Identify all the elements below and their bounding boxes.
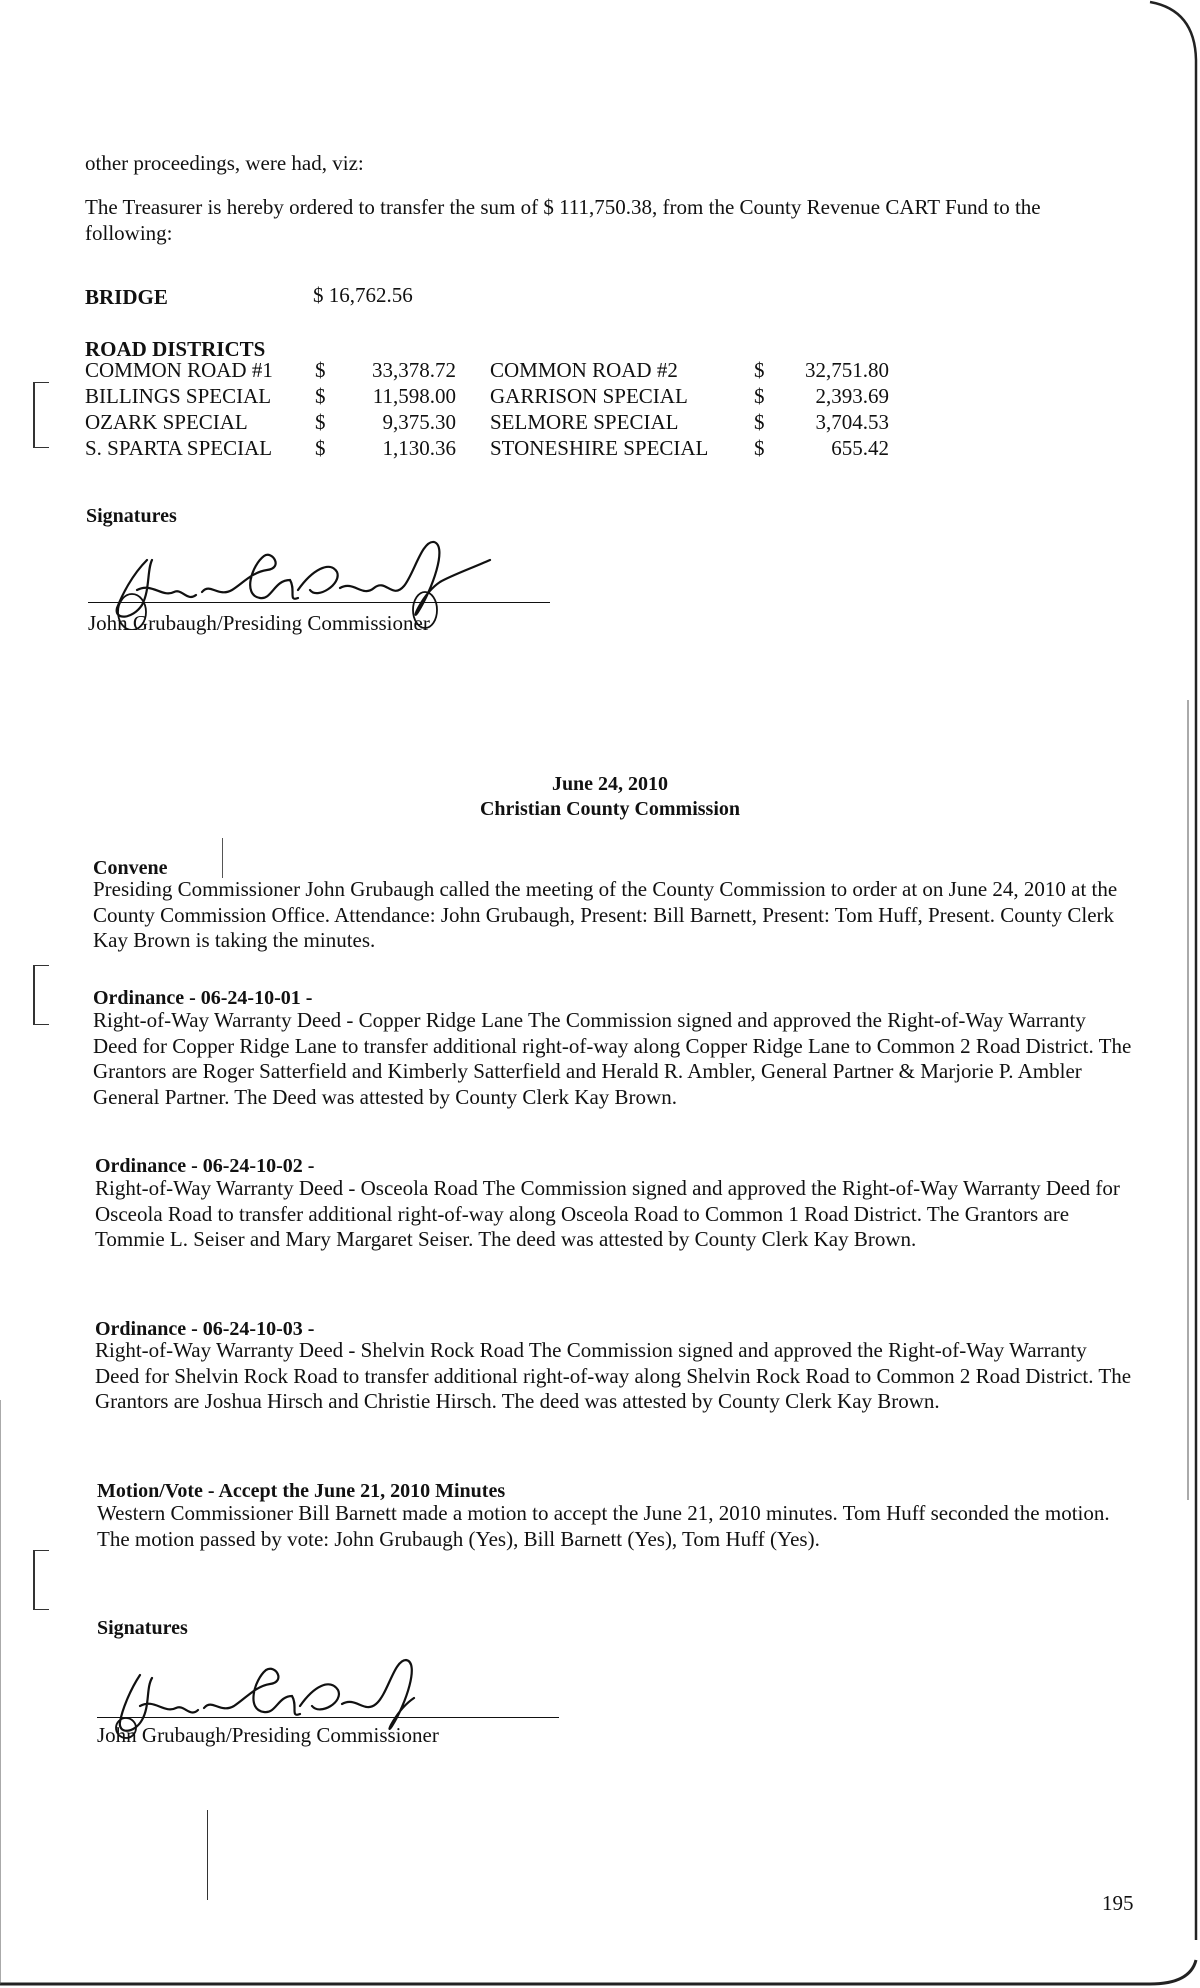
dollar-sign: $ — [754, 384, 765, 408]
road-district-amount: 32,751.80 — [805, 358, 889, 382]
table-row — [85, 357, 889, 383]
margin-bracket — [33, 965, 49, 1025]
dollar-sign: $ — [754, 436, 765, 460]
intro-line: other proceedings, were had, viz: — [85, 151, 364, 175]
table-row — [85, 383, 889, 409]
road-district-amount: 2,393.69 — [815, 384, 889, 408]
road-district-amount: 1,130.36 — [382, 436, 456, 460]
road-district-name: STONESHIRE SPECIAL — [490, 436, 709, 460]
road-district-amount: 655.42 — [831, 436, 889, 460]
bridge-amount: $ 16,762.56 — [313, 283, 413, 307]
dollar-sign: $ — [754, 410, 765, 434]
road-district-name: S. SPARTA SPECIAL — [85, 436, 273, 460]
table-row — [85, 435, 889, 461]
meeting-body: Christian County Commission — [479, 798, 741, 820]
road-district-name: GARRISON SPECIAL — [490, 384, 688, 408]
signatures-heading: Signatures — [97, 1617, 188, 1639]
scan-mark — [222, 838, 223, 878]
ordinance-text: Right-of-Way Warranty Deed - Shelvin Rock Road The Commission signed and approved the Right-of-Way Warranty Deed for Shelvin Rock Road to transfer additional right-of-way along Shelvin Rock Road to Common 2 Road District. The Grantors are Joshua Hirsch and Christie Hirsch. The deed was attested by County Clerk Kay Brown. — [95, 1338, 1132, 1414]
ordinance-heading: Ordinance - 06-24-10-02 - — [95, 1155, 315, 1177]
signature-line — [97, 1717, 559, 1718]
motion-text: Western Commissioner Bill Barnett made a motion to accept the June 21, 2010 minutes. Tom Huff seconded the motion. The motion passed by vote: John Grubaugh (Yes), Bill Barnett (Yes), Tom Huff (Yes). — [97, 1501, 1110, 1551]
ordinance-text: Right-of-Way Warranty Deed - Osceola Road The Commission signed and approved the Right-of-Way Warranty Deed for Osceola Road to transfer additional right-of-way along Osceola Road to Common 1 Road District. The Grantors are Tommie L. Seiser and Mary Margaret Seiser. The deed was attested by County Clerk Kay Brown. — [95, 1176, 1120, 1252]
dollar-sign: $ — [315, 436, 326, 460]
dollar-sign: $ — [315, 410, 326, 434]
dollar-sign: $ — [315, 358, 326, 382]
signatures-heading: Signatures — [86, 505, 177, 527]
road-district-amount: 11,598.00 — [372, 384, 456, 408]
bridge-label: BRIDGE — [85, 285, 168, 309]
transfer-text: The Treasurer is hereby ordered to transfer the sum of $ 111,750.38, from the County Revenue CART Fund to the following: — [85, 195, 1041, 245]
road-district-name: SELMORE SPECIAL — [490, 410, 679, 434]
dollar-sign: $ — [315, 384, 326, 408]
road-district-name: BILLINGS SPECIAL — [85, 384, 272, 408]
road-districts-heading: ROAD DISTRICTS — [85, 337, 266, 361]
margin-bracket — [33, 382, 49, 448]
page-number: 195 — [1102, 1891, 1134, 1915]
signature-line — [88, 602, 550, 603]
road-district-name: COMMON ROAD #2 — [490, 358, 678, 382]
table-row — [85, 409, 889, 435]
meeting-date: June 24, 2010 — [551, 773, 669, 795]
road-district-amount: 33,378.72 — [372, 358, 456, 382]
signature-caption: John Grubaugh/Presiding Commissioner — [88, 611, 430, 635]
convene-heading: Convene — [93, 857, 168, 879]
signature-caption: John Grubaugh/Presiding Commissioner — [97, 1723, 439, 1747]
road-district-amount: 9,375.30 — [382, 410, 456, 434]
ordinance-heading: Ordinance - 06-24-10-01 - — [93, 987, 313, 1009]
convene-text: Presiding Commissioner John Grubaugh called the meeting of the County Commission to order at on June 24, 2010 at the County Commission Office. Attendance: John Grubaugh, Present: Bill Barnett, Present: Tom Huff, Present. County Clerk Kay Brown is taking the minutes. — [93, 877, 1118, 953]
road-districts-table — [85, 357, 889, 461]
scan-mark — [207, 1810, 208, 1900]
road-district-name: OZARK SPECIAL — [85, 410, 248, 434]
road-district-amount: 3,704.53 — [815, 410, 889, 434]
margin-bracket — [33, 1550, 49, 1610]
road-district-name: COMMON ROAD #1 — [85, 358, 273, 382]
motion-heading: Motion/Vote - Accept the June 21, 2010 Minutes — [97, 1480, 506, 1502]
dollar-sign: $ — [754, 358, 765, 382]
ordinance-text: Right-of-Way Warranty Deed - Copper Ridge Lane The Commission signed and approved the Right-of-Way Warranty Deed for Copper Ridge Lane to transfer additional right-of-way along Copper Ridge Lane to Common 2 Road District. The Grantors are Roger Satterfield and Kimberly Satterfield and Herald R. Ambler, General Partner & Marjorie P. Ambler General Partner. The Deed was attested by County Clerk Kay Brown. — [93, 1008, 1132, 1109]
ordinance-heading: Ordinance - 06-24-10-03 - — [95, 1318, 315, 1340]
